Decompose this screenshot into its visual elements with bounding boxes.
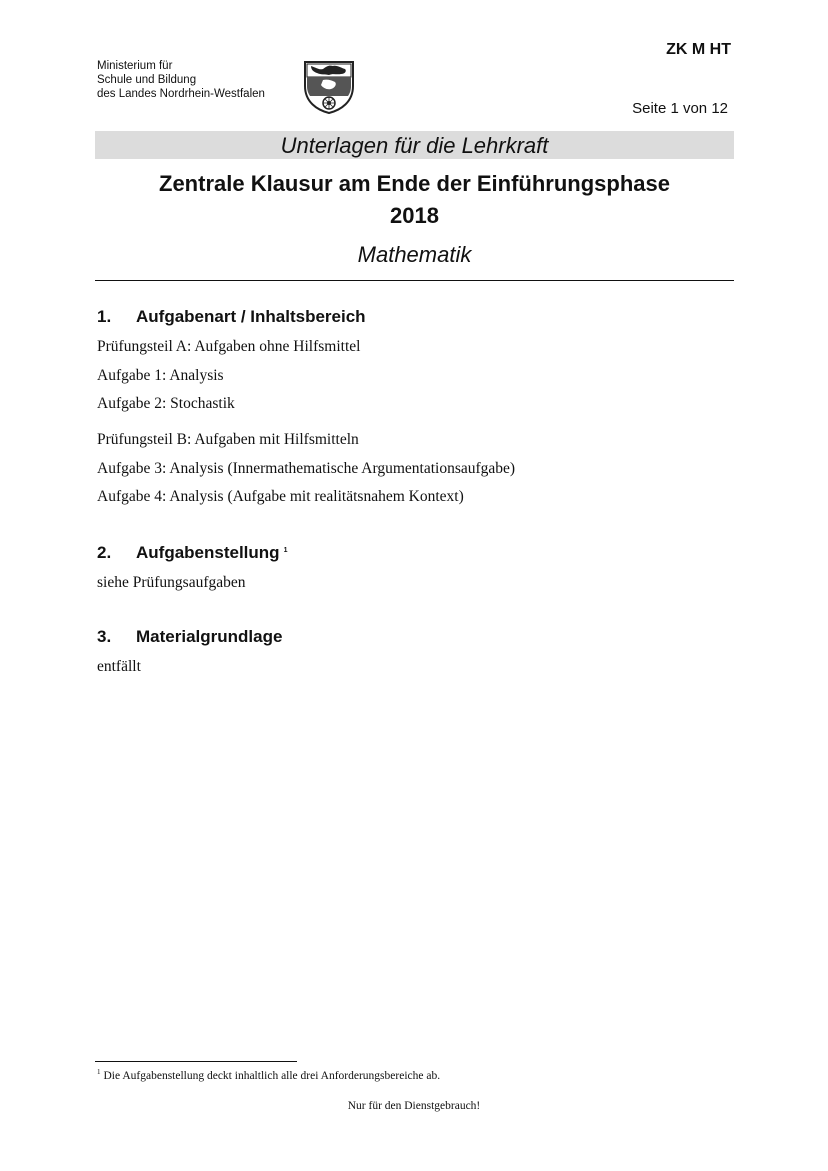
body-line: Aufgabe 2: Stochastik bbox=[97, 395, 235, 412]
divider bbox=[95, 280, 734, 281]
body-line: siehe Prüfungsaufgaben bbox=[97, 574, 246, 591]
ministry-name bbox=[97, 59, 265, 101]
ministry-line: Ministerium für bbox=[97, 60, 173, 72]
section-number: 1. bbox=[97, 307, 112, 326]
title-year: 2018 bbox=[390, 203, 439, 228]
section-heading bbox=[97, 543, 287, 563]
body-line: Aufgabe 4: Analysis (Aufgabe mit realitätsnahem Kontext) bbox=[97, 488, 464, 505]
section-title: Aufgabenart / Inhaltsbereich bbox=[136, 307, 366, 326]
footnote-divider bbox=[95, 1061, 297, 1062]
section-title: Materialgrundlage bbox=[136, 627, 283, 646]
section-heading bbox=[97, 627, 282, 647]
section-heading bbox=[97, 307, 366, 327]
subject: Mathematik bbox=[357, 242, 472, 267]
main-title bbox=[95, 168, 734, 232]
footnote-marker: 1 bbox=[97, 1068, 101, 1076]
section-number: 2. bbox=[97, 543, 112, 562]
nrw-coat-of-arms-icon bbox=[303, 60, 355, 114]
page-number: Seite 1 von 12 bbox=[632, 100, 728, 117]
footnote-text: Die Aufgabenstellung deckt inhaltlich alle drei Anforderungsbereiche ab. bbox=[103, 1070, 441, 1082]
ministry-line: des Landes Nordrhein-Westfalen bbox=[97, 88, 265, 100]
ministry-line: Schule und Bildung bbox=[97, 74, 197, 86]
body-line: entfällt bbox=[97, 658, 141, 675]
section-number: 3. bbox=[97, 627, 112, 646]
body-line: Prüfungsteil B: Aufgaben mit Hilfsmitteln bbox=[97, 431, 359, 448]
body-line: Prüfungsteil A: Aufgaben ohne Hilfsmittel bbox=[97, 338, 361, 355]
footnote-reference[interactable]: 1 bbox=[283, 547, 288, 554]
footer-note: Nur für den Dienstgebrauch! bbox=[347, 1100, 481, 1112]
body-line: Aufgabe 3: Analysis (Innermathematische Argumentationsaufgabe) bbox=[97, 460, 516, 477]
section-title: Aufgabenstellung bbox=[136, 543, 280, 562]
banner: Unterlagen für die Lehrkraft bbox=[95, 131, 734, 159]
document-code: ZK M HT bbox=[666, 41, 731, 58]
footnote bbox=[97, 1068, 440, 1082]
title-line: Zentrale Klausur am Ende der Einführungsphase bbox=[159, 171, 670, 196]
body-line: Aufgabe 1: Analysis bbox=[97, 367, 224, 384]
